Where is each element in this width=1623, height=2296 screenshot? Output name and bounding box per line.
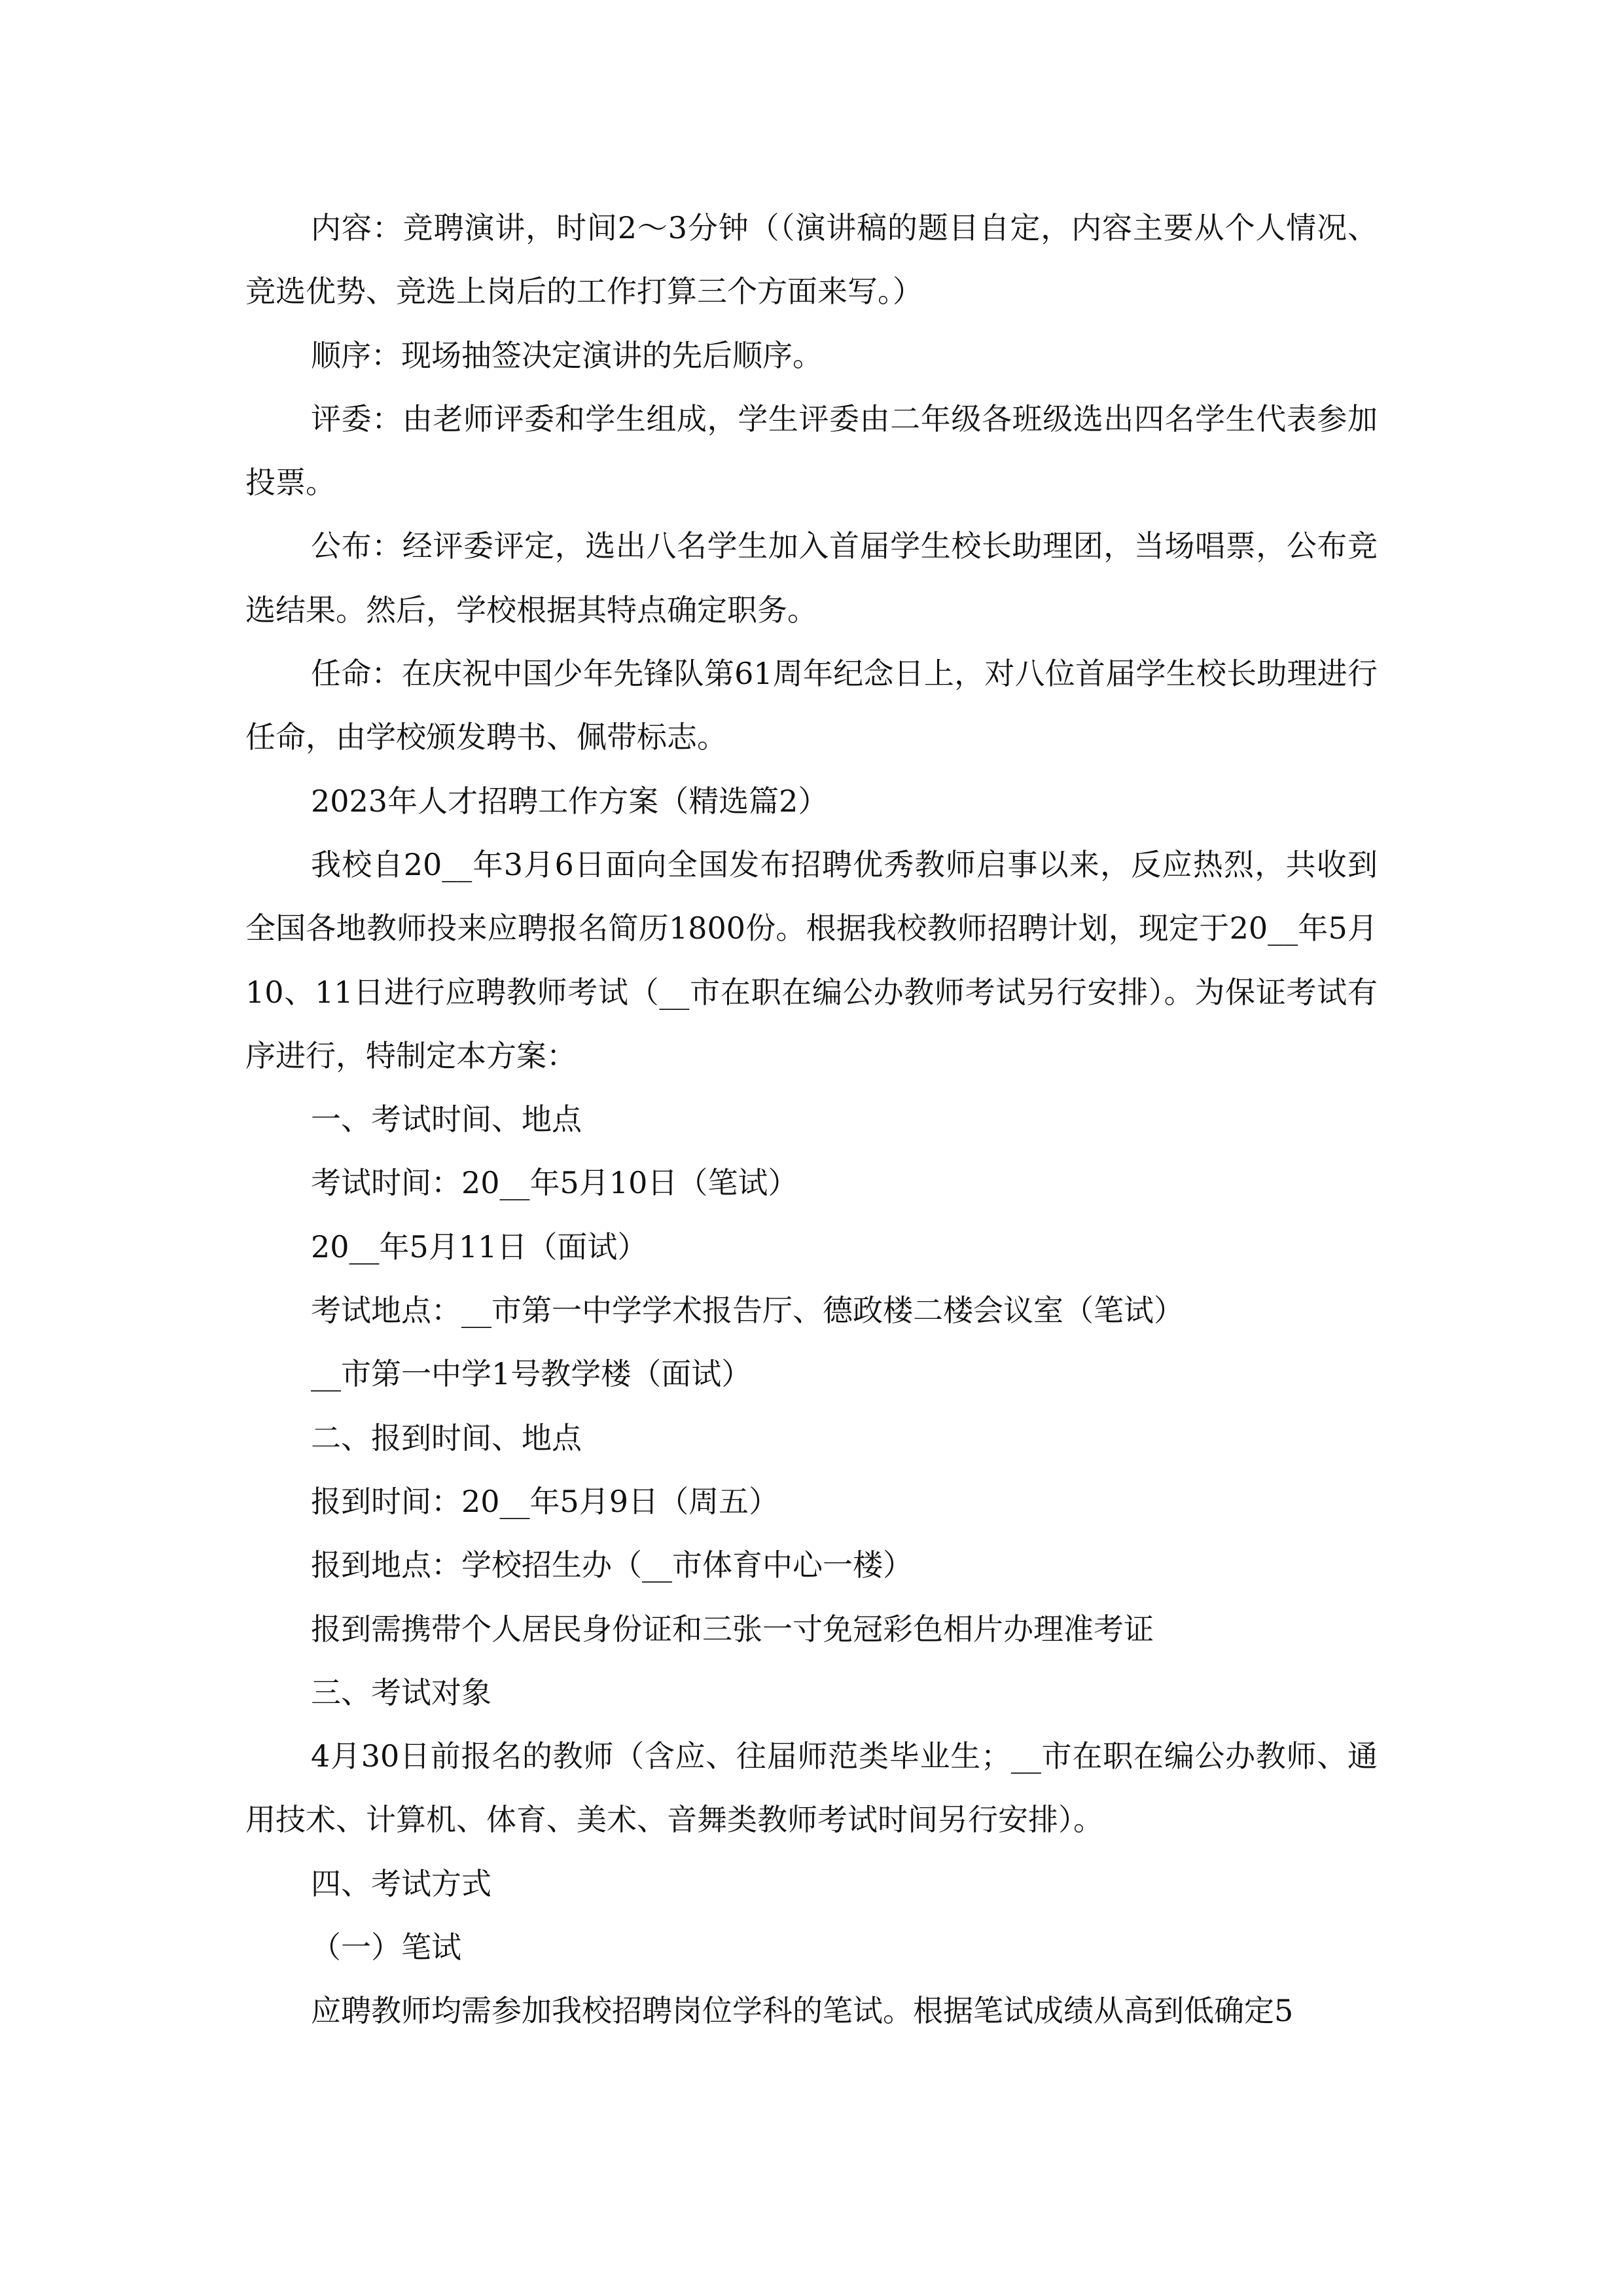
heading-exam-time-place: 一、考试时间、地点 <box>311 1102 582 1138</box>
paragraph-intro: 我校自20__年3月6日面向全国发布招聘优秀教师启事以来，反应热烈，共收到全国各地教师投来应聘报名简历1800份。根据我校教师招聘计划，现定于20__年5月10、11日进行应聘教师考试（__市在职在编公办教师考试另行安排）。为保证考试有序进行，特制定本方案： <box>245 846 1378 1073</box>
paragraph-order: 顺序：现场抽签决定演讲的先后顺序。 <box>311 337 823 373</box>
paragraph-judges: 评委：由老师评委和学生组成，学生评委由二年级各班级选出四名学生代表参加投票。 <box>245 401 1378 501</box>
paragraph-exam-place: 考试地点：__市第一中学学术报告厅、德政楼二楼会议室（笔试） <box>311 1293 1184 1329</box>
section-title: 2023年人才招聘工作方案（精选篇2） <box>311 783 829 819</box>
paragraph-announce: 公布：经评委评定，选出八名学生加入首届学生校长助理团，当场唱票，公布竞选结果。然后，学校根据其特点确定职务。 <box>245 528 1378 628</box>
heading-registration: 二、报到时间、地点 <box>311 1420 582 1456</box>
paragraph-written-exam: 应聘教师均需参加我校招聘岗位学科的笔试。根据笔试成绩从高到低确定5 <box>311 1993 1294 2029</box>
heading-exam-method: 四、考试方式 <box>311 1865 491 1901</box>
paragraph-interview-place: __市第一中学1号教学楼（面试） <box>311 1356 752 1392</box>
heading-exam-target: 三、考试对象 <box>311 1674 491 1710</box>
paragraph-exam-time: 考试时间：20__年5月10日（笔试） <box>311 1165 798 1201</box>
paragraph-appointment: 任命：在庆祝中国少年先锋队第61周年纪念日上，对八位首届学生校长助理进行任命，由学校颁发聘书、佩带标志。 <box>245 656 1378 755</box>
document-body <box>245 196 1378 2043</box>
paragraph-registration-time: 报到时间：20__年5月9日（周五） <box>311 1483 779 1519</box>
paragraph-registration-docs: 报到需携带个人居民身份证和三张一寸免冠彩色相片办理准考证 <box>311 1611 1154 1647</box>
paragraph-content: 内容：竞聘演讲，时间2～3分钟（（演讲稿的题目自定，内容主要从个人情况、竞选优势、竞选上岗后的工作打算三个方面来写。） <box>245 210 1378 310</box>
heading-written-exam: （一）笔试 <box>311 1929 461 1965</box>
paragraph-exam-target: 4月30日前报名的教师（含应、往届师范类毕业生；__市在职在编公办教师、通用技术、计算机、体育、美术、音舞类教师考试时间另行安排）。 <box>245 1738 1378 1838</box>
paragraph-registration-place: 报到地点：学校招生办（__市体育中心一楼） <box>311 1547 913 1583</box>
paragraph-interview-time: 20__年5月11日（面试） <box>311 1229 648 1265</box>
